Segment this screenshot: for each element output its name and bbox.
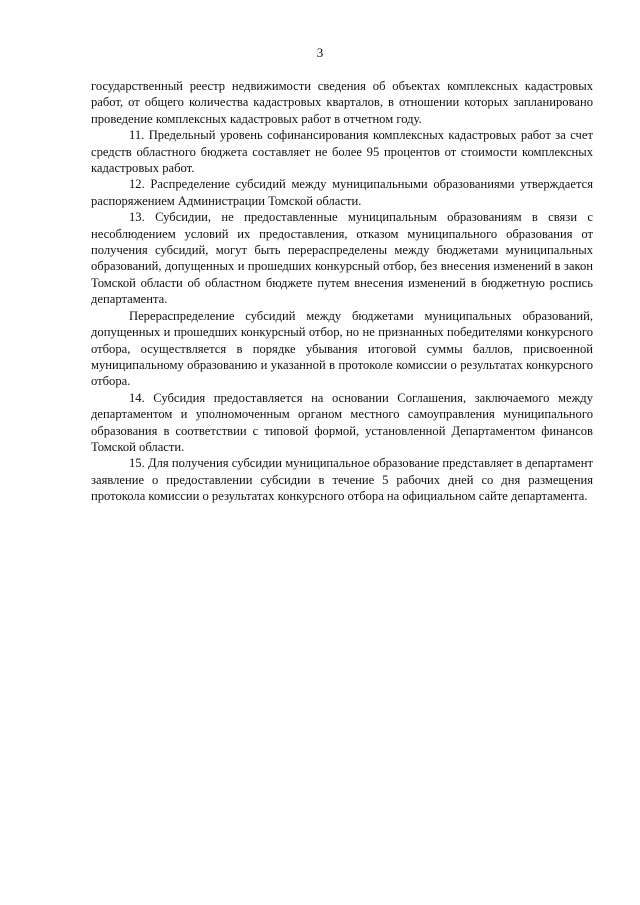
document-body (91, 78, 593, 505)
paragraph-12: 12. Распределение субсидий между муниципальными образованиями утверждается распоряжением Администрации Томской области. (91, 177, 593, 208)
paragraph-redistribution: Перераспределение субсидий между бюджетами муниципальных образований, допущенных и прошедших конкурсный отбор, но не признанных победителями конкурсного отбора, осуществляется в порядке убывания итоговой суммы баллов, присвоенной муниципальному образованию и указанной в протоколе комиссии о результатах конкурсного отбора. (91, 308, 593, 389)
paragraph-continuation: государственный реестр недвижимости сведения об объектах комплексных кадастровых работ, от общего количества кадастровых кварталов, в отношении которых запланировано проведение комплексных кадастровых работ в отчетном году. (91, 79, 593, 126)
paragraph-11: 11. Предельный уровень софинансирования комплексных кадастровых работ за счет средств областного бюджета составляет не более 95 процентов от стоимости комплексных кадастровых работ. (91, 128, 593, 176)
paragraph-13: 13. Субсидии, не предоставленные муниципальным образованиям в связи с несоблюдением условий их предоставления, отказом муниципального образования от получения субсидий, могут быть перераспределены между бюджетами муниципальных образований, допущенных и прошедших конкурсный отбор, без внесения изменений в закон Томской области об областном бюджете путем внесения изменений в бюджетную роспись департамента. (91, 210, 593, 307)
paragraph-15: 15. Для получения субсидии муниципальное образование представляет в департамент заявление о предоставлении субсидии в течение 5 рабочих дней со дня размещения протокола комиссии о результатах конкурсного отбора на официальном сайте департамента. (91, 456, 593, 504)
page-number: 3 (316, 45, 324, 60)
paragraph-14: 14. Субсидия предоставляется на основании Соглашения, заключаемого между департаментом и уполномоченным органом местного самоуправления муниципального образования в соответствии с типовой формой, установленной Департаментом финансов Томской области. (91, 390, 593, 454)
